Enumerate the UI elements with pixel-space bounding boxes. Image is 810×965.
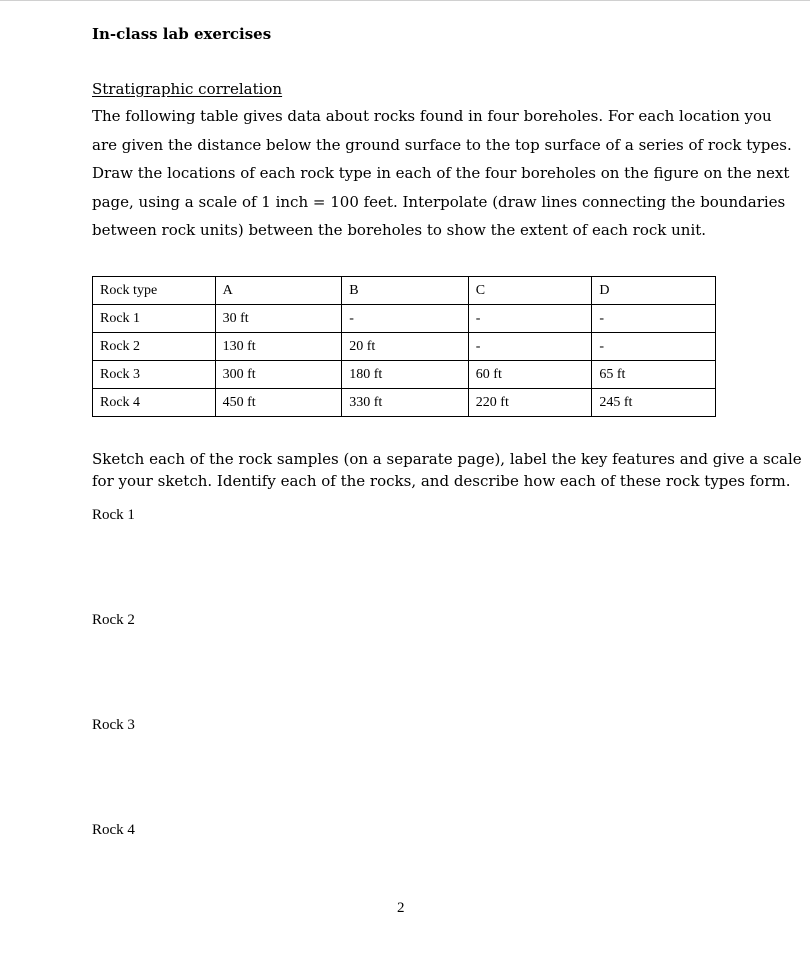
- rock-4-label: Rock 4: [92, 822, 135, 838]
- table-row: [93, 389, 716, 417]
- table-row: [93, 305, 716, 333]
- rock-2-label: Rock 2: [92, 612, 135, 628]
- intro-line: between rock units) between the boreholes to show the extent of each rock unit.: [92, 221, 707, 239]
- table-cell: 65 ft: [592, 361, 716, 389]
- sketch-line: for your sketch. Identify each of the rocks, and describe how each of these rock types form.: [92, 472, 791, 490]
- section-title: Stratigraphic correlation: [92, 80, 283, 98]
- table-cell: 330 ft: [342, 389, 469, 417]
- intro-line: The following table gives data about rocks found in four boreholes. For each location you: [92, 107, 772, 125]
- header-cell-a: A: [215, 277, 342, 305]
- table-cell: 300 ft: [215, 361, 342, 389]
- table-cell: -: [592, 333, 716, 361]
- table-cell: 450 ft: [215, 389, 342, 417]
- header-cell-d: D: [592, 277, 716, 305]
- table-cell: -: [342, 305, 469, 333]
- header-cell-b: B: [342, 277, 469, 305]
- intro-line: Draw the locations of each rock type in each of the four boreholes on the figure on the next: [92, 164, 790, 182]
- header-cell-c: C: [468, 277, 592, 305]
- table-cell: 180 ft: [342, 361, 469, 389]
- borehole-table: [92, 276, 716, 417]
- header-cell-rock-type: Rock type: [93, 277, 216, 305]
- page-top-border: [0, 0, 810, 1]
- table-cell: -: [468, 333, 592, 361]
- rock-3-label: Rock 3: [92, 717, 135, 733]
- table-cell: Rock 3: [93, 361, 216, 389]
- table-cell: Rock 2: [93, 333, 216, 361]
- intro-paragraph: [92, 102, 792, 245]
- table-cell: 60 ft: [468, 361, 592, 389]
- sketch-instructions: [92, 448, 802, 492]
- rock-1-label: Rock 1: [92, 507, 135, 523]
- table-cell: 245 ft: [592, 389, 716, 417]
- table-cell: 220 ft: [468, 389, 592, 417]
- intro-line: page, using a scale of 1 inch = 100 feet. Interpolate (draw lines connecting the boundaries: [92, 192, 786, 211]
- sketch-line: Sketch each of the rock samples (on a separate page), label the key features and give a scale: [92, 450, 802, 468]
- table-cell: -: [592, 305, 716, 333]
- table-cell: 130 ft: [215, 333, 342, 361]
- table-cell: Rock 1: [93, 305, 216, 333]
- page-heading: In-class lab exercises: [92, 25, 272, 43]
- table-row: [93, 333, 716, 361]
- table-cell: -: [468, 305, 592, 333]
- table-cell: 30 ft: [215, 305, 342, 333]
- table-cell: 20 ft: [342, 333, 469, 361]
- table-cell: Rock 4: [93, 389, 216, 417]
- table-header-row: [93, 277, 716, 305]
- page-number: 2: [397, 900, 405, 916]
- intro-line: are given the distance below the ground surface to the top surface of a series of rock types.: [92, 135, 792, 154]
- table-row: [93, 361, 716, 389]
